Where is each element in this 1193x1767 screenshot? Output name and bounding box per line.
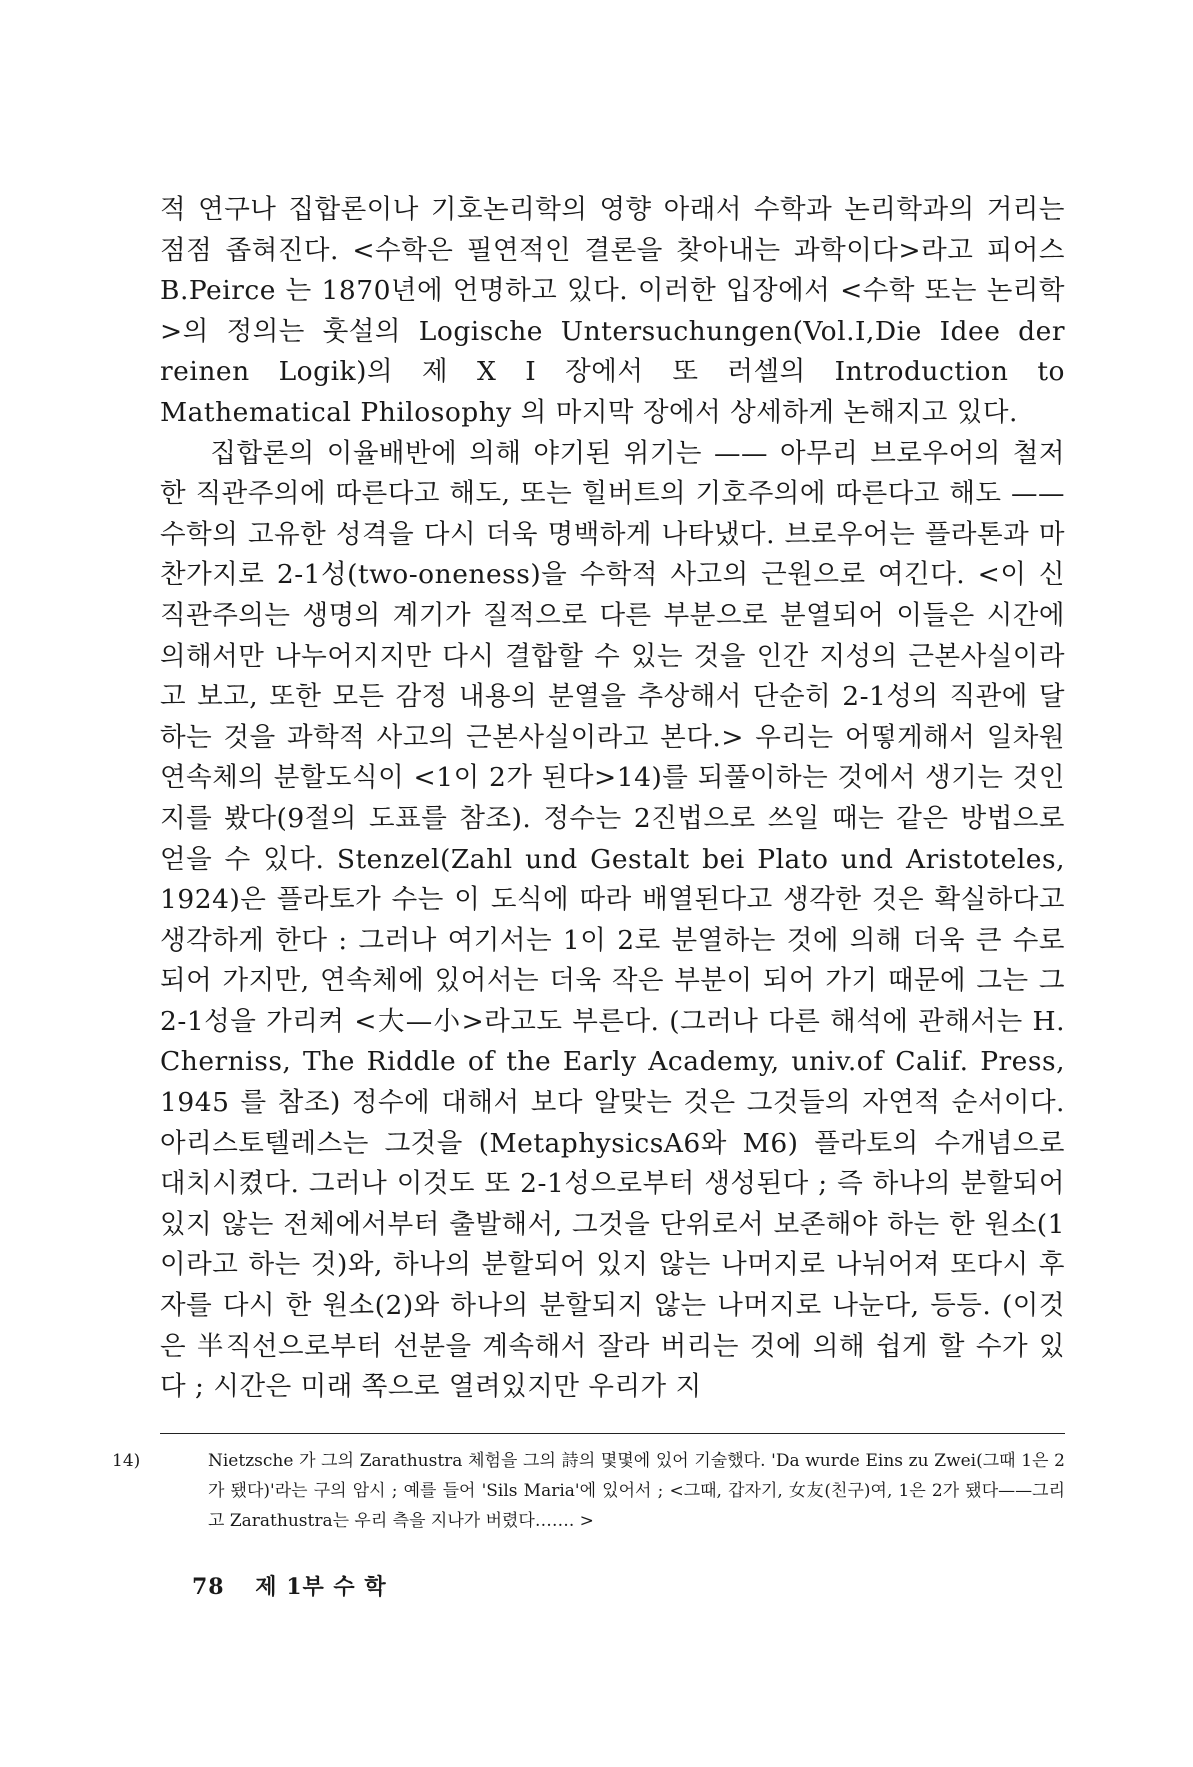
footnote	[112, 1446, 1065, 1536]
footnote-number: 14)	[112, 1451, 141, 1471]
footnote-text: Nietzsche 가 그의 Zarathustra 체험을 그의 詩의 몇몇에 있어 기술했다. 'Da wurde Eins zu Zwei(그때 1은 2가 됐다)'라는 구의 암시 ; 예를 들어 'Sils Maria'에 있어서 ; <그때, 갑자기, 女友(친구)여, 1은 2가 됐다——그리고 Zarathustra는 우리 측을 지나가 버렸다……. >	[208, 1451, 1065, 1531]
page-footer	[192, 1570, 387, 1601]
page-number: 78	[192, 1574, 225, 1600]
paragraph-1: 적 연구나 집합론이나 기호논리학의 영향 아래서 수학과 논리학과의 거리는 점점 좁혀진다. <수학은 필연적인 결론을 찾아내는 과학이다>라고 피어스 B.Peirce 는 1870년에 언명하고 있다. 이러한 입장에서 <수학 또는 논리학>의 정의는 훗설의 Logische Untersuchungen(Vol.I,Die Idee der reinen Logik)의 제 X I 장에서 또 러셀의 Introduction to Mathematical Philosophy 의 마지막 장에서 상세하게 논해지고 있다.	[160, 194, 1065, 428]
section-title: 제 1부 수 학	[255, 1574, 387, 1600]
paragraph-2: 집합론의 이율배반에 의해 야기된 위기는 —— 아무리 브로우어의 철저한 직관주의에 따른다고 해도, 또는 힐버트의 기호주의에 따른다고 해도 —— 수학의 고유한 성격을 다시 더욱 명백하게 나타냈다. 브로우어는 플라톤과 마찬가지로 2-1성(two-oneness)을 수학적 사고의 근원으로 여긴다. <이 신직관주의는 생명의 계기가 질적으로 다른 부분으로 분열되어 이들은 시간에 의해서만 나누어지지만 다시 결합할 수 있는 것을 인간 지성의 근본사실이라고 보고, 또한 모든 감정 내용의 분열을 추상해서 단순히 2-1성의 직관에 달하는 것을 과학적 사고의 근본사실이라고 본다.> 우리는 어떻게해서 일차원 연속체의 분할도식이 <1이 2가 된다>14)를 되풀이하는 것에서 생기는 것인지를 봤다(9절의 도표를 참조). 정수는 2진법으로 쓰일 때는 같은 방법으로 얻을 수 있다. Stenzel(Zahl und Gestalt bei Plato und Aristoteles, 1924)은 플라토가 수는 이 도식에 따라 배열된다고 생각한 것은 확실하다고 생각하게 한다 : 그러나 여기서는 1이 2로 분열하는 것에 의해 더욱 큰 수로 되어 가지만, 연속체에 있어서는 더욱 작은 부분이 되어 가기 때문에 그는 그 2-1성을 가리켜 <大—小>라고도 부른다. (그러나 다른 해석에 관해서는 H. Cherniss, The Riddle of the Early Academy, univ.of Calif. Press, 1945 를 참조) 정수에 대해서 보다 알맞는 것은 그것들의 자연적 순서이다. 아리스토텔레스는 그것을 (MetaphysicsA6와 M6) 플라토의 수개념으로 대치시켰다. 그러나 이것도 또 2-1성으로부터 생성된다 ; 즉 하나의 분할되어 있지 않는 전체에서부터 출발해서, 그것을 단위로서 보존해야 하는 한 원소(1이라고 하는 것)와, 하나의 분할되어 있지 않는 나머지로 나뉘어져 또다시 후자를 다시 한 원소(2)와 하나의 분할되지 않는 나머지로 나눈다, 등등. (이것은 半직선으로부터 선분을 계속해서 잘라 버리는 것에 의해 쉽게 할 수가 있다 ; 시간은 미래 쪽으로 열려있지만 우리가 지	[160, 437, 1065, 1403]
footnote-divider	[160, 1433, 1065, 1434]
main-text	[160, 190, 1065, 1408]
body-text	[160, 190, 1065, 1408]
